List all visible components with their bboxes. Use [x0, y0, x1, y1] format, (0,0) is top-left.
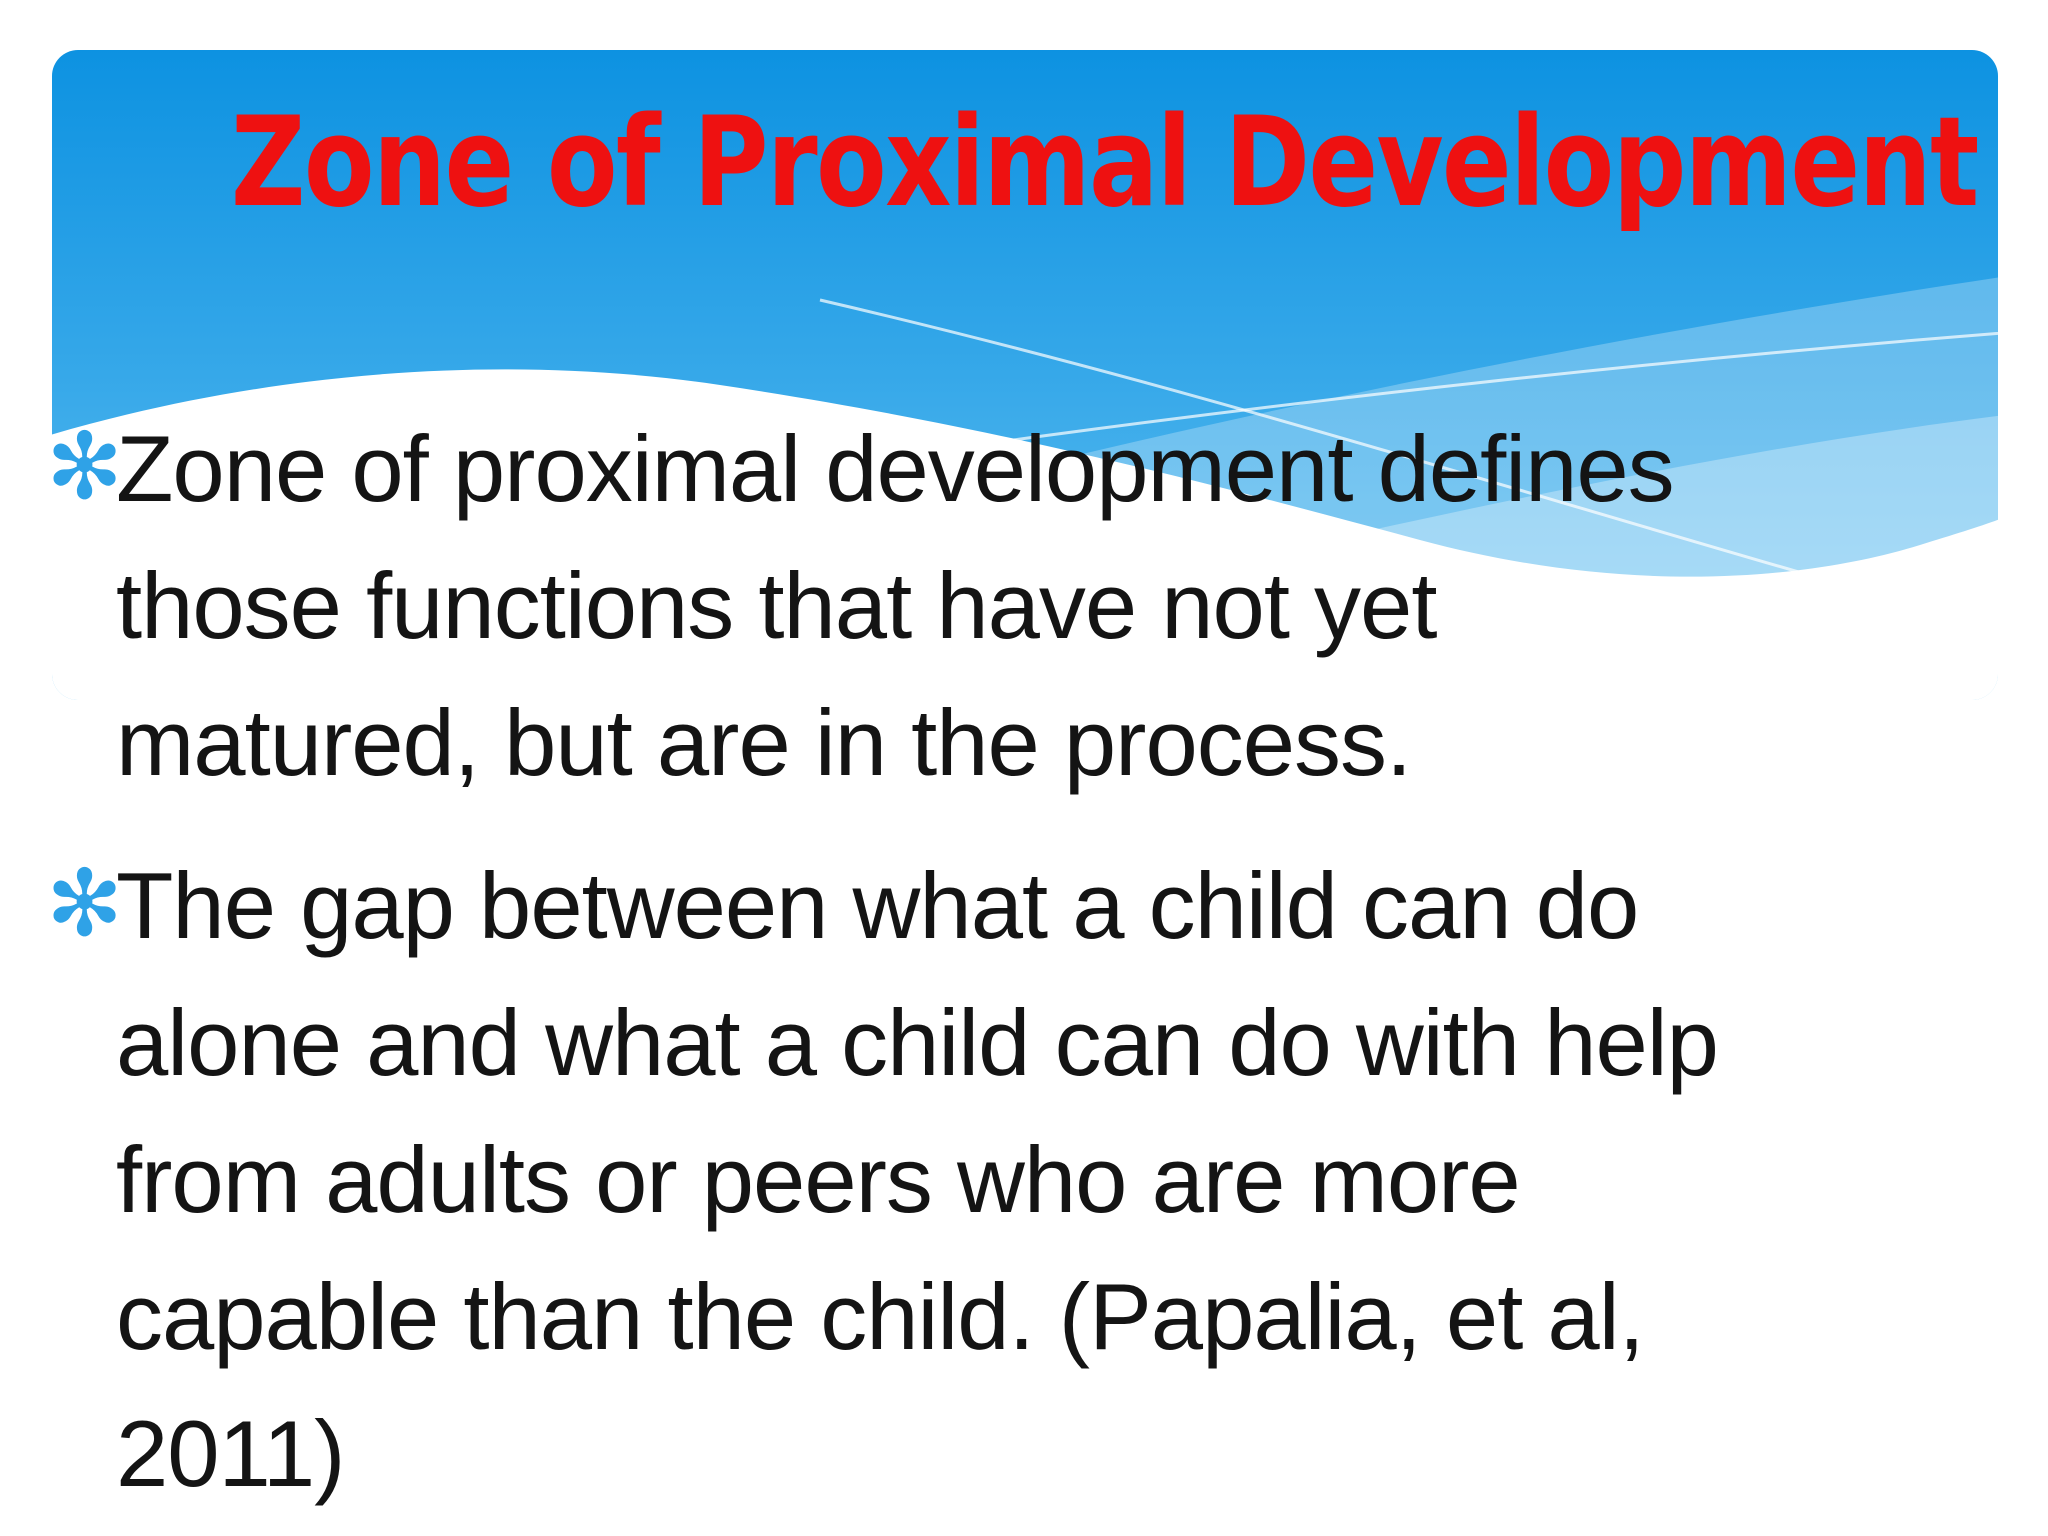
bullet-2-line-4: capable than the child. (Papalia, et al,	[116, 1264, 1644, 1369]
bullet-item-2	[46, 837, 2020, 1522]
bullet-1-lines	[116, 400, 2020, 811]
bullet-2-line-1: The gap between what a child can do	[116, 853, 1639, 958]
slide-header	[52, 86, 1998, 266]
page-title: Zone of Proximal Development	[230, 91, 1978, 235]
asterisk-bullet-icon: ✻	[46, 850, 124, 957]
slide-body	[46, 400, 2020, 1536]
bullet-2-line-5: 2011)	[116, 1401, 345, 1506]
bullet-2-line-2: alone and what a child can do with help	[116, 990, 1718, 1095]
bullet-1-line-1: Zone of proximal development defines	[116, 416, 1674, 521]
asterisk-bullet-icon: ✻	[46, 413, 124, 520]
bullet-1-line-2: those functions that have not yet	[116, 553, 1437, 658]
bullet-2-line-3: from adults or peers who are more	[116, 1127, 1520, 1232]
bullet-1-line-3: matured, but are in the process.	[116, 690, 1412, 795]
bullet-item-1	[46, 400, 2020, 811]
bullet-2-lines	[116, 837, 2020, 1522]
